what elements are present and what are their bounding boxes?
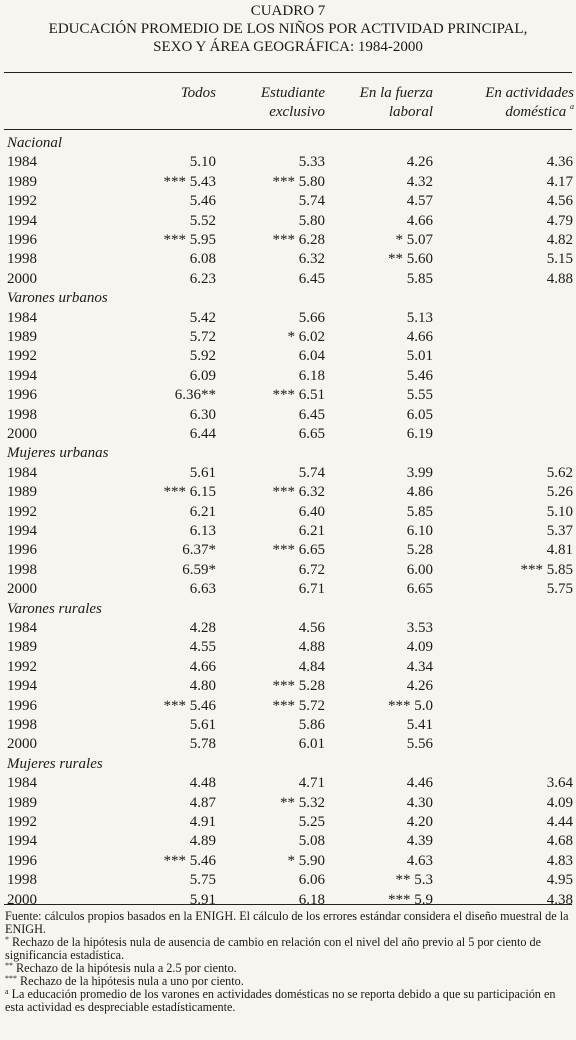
footnote-a-marker: a [570, 102, 574, 111]
cell-actividades-domestica: 4.36 [546, 154, 573, 171]
cell-actividades-domestica: 5.62 [546, 464, 573, 481]
cell-fuerza-laboral: *** 5.0 [388, 697, 433, 714]
cell-actividades-domestica: 4.56 [546, 193, 573, 210]
cell-fuerza-laboral: 4.57 [406, 193, 433, 210]
cell-todos: *** 5.46 [163, 697, 216, 714]
year-cell: 1984 [7, 620, 37, 636]
cell-estudiante-exclusivo: 6.45 [298, 270, 325, 287]
cell-todos: 6.23 [189, 270, 216, 287]
cell-fuerza-laboral: 3.99 [406, 464, 433, 481]
cell-fuerza-laboral: 5.13 [406, 309, 433, 326]
table-row [0, 250, 576, 269]
table-row [0, 774, 576, 793]
table-row [0, 735, 576, 754]
cell-estudiante-exclusivo: *** 6.28 [272, 232, 325, 248]
footnote-a: $^a$ La educación promedio de los varones en actividades domésticas no se reporta debido a que su participación en esta actividad es despreciable estadísticamente. [5, 987, 556, 1014]
year-cell: 2000 [7, 426, 37, 442]
table-title [0, 0, 576, 56]
cell-actividades-domestica: 5.15 [546, 251, 573, 268]
cell-estudiante-exclusivo: * 5.90 [287, 852, 325, 869]
cell-estudiante-exclusivo: 4.56 [298, 620, 325, 636]
year-cell: 1992 [7, 814, 37, 830]
cell-todos: 6.30 [189, 406, 216, 423]
cell-estudiante-exclusivo: 5.74 [298, 464, 325, 481]
year-cell: 1994 [7, 833, 37, 850]
bottom-rule [4, 904, 572, 905]
cell-fuerza-laboral: 4.30 [406, 794, 433, 811]
footnote-1: * Rechazo de la hipótesis nula de ausencia de cambio en relación con el nivel del año previo al 5 por ciento de significancia estadística. [5, 935, 541, 962]
header-fuerza-laboral: En la fuerza laboral [359, 85, 433, 120]
cell-todos: 5.75 [189, 872, 216, 889]
year-cell: 1984 [7, 309, 37, 326]
cell-fuerza-laboral: 4.86 [406, 484, 433, 501]
year-cell: 1998 [7, 717, 37, 733]
cell-todos: 6.21 [189, 503, 216, 520]
table-title-line-1: EDUCACIÓN PROMEDIO DE LOS NIÑOS POR ACTIVIDAD PRINCIPAL, [48, 21, 528, 37]
cell-estudiante-exclusivo: 5.25 [298, 814, 325, 830]
year-cell: 2000 [7, 581, 37, 598]
cell-fuerza-laboral: 4.32 [406, 173, 433, 190]
year-cell: 1992 [7, 503, 37, 520]
cell-fuerza-laboral: 5.46 [406, 367, 433, 384]
cell-todos: 4.55 [189, 639, 216, 656]
cell-todos: 5.46 [189, 193, 216, 210]
cell-actividades-domestica: 4.68 [546, 833, 573, 850]
year-cell: 1992 [7, 658, 37, 675]
cell-estudiante-exclusivo: 4.88 [298, 639, 325, 656]
table-row [0, 871, 576, 890]
year-cell: 1996 [7, 697, 37, 714]
cell-fuerza-laboral: 6.05 [406, 406, 433, 423]
table-row [0, 697, 576, 716]
cell-fuerza-laboral: 6.00 [406, 561, 433, 578]
cell-estudiante-exclusivo: *** 5.72 [272, 697, 325, 714]
cell-todos: 5.10 [189, 154, 216, 171]
footnote-2: ** Rechazo de la hipótesis nula a 2.5 por ciento. [5, 961, 237, 975]
cell-estudiante-exclusivo: *** 6.32 [272, 484, 325, 501]
section-heading: Varones urbanos [7, 290, 108, 307]
cell-todos: 5.92 [189, 348, 216, 365]
year-cell: 1994 [7, 678, 37, 695]
cell-todos: 6.59* [182, 561, 216, 578]
table-row [0, 328, 576, 347]
cell-fuerza-laboral: 5.85 [406, 503, 433, 520]
cell-todos: 4.28 [189, 620, 216, 636]
table-row [0, 270, 576, 289]
cell-todos: 6.63 [189, 581, 216, 598]
cell-todos: 6.09 [189, 367, 216, 384]
cell-actividades-domestica: 4.88 [546, 270, 573, 287]
header-rule [4, 129, 572, 130]
table-number: CUADRO 7 [250, 3, 326, 19]
table-row [0, 716, 576, 735]
cell-todos: *** 6.15 [163, 484, 216, 501]
year-cell: 2000 [7, 270, 37, 287]
section-heading: Mujeres rurales [7, 755, 103, 772]
footnotes [5, 910, 571, 1014]
cell-estudiante-exclusivo: 6.18 [298, 891, 325, 908]
year-cell: 1992 [7, 193, 37, 210]
cell-estudiante-exclusivo: *** 6.51 [272, 387, 325, 404]
cell-todos: 5.78 [189, 736, 216, 753]
table-row [0, 192, 576, 211]
year-cell: 1994 [7, 212, 37, 229]
table-row [0, 386, 576, 405]
cell-actividades-domestica: 4.81 [546, 542, 573, 559]
cell-estudiante-exclusivo: 5.66 [298, 309, 325, 326]
cell-fuerza-laboral: *** 5.9 [388, 891, 433, 908]
cell-todos: 5.42 [189, 309, 216, 326]
table-row [0, 406, 576, 425]
table-row [0, 173, 576, 192]
table-row [0, 153, 576, 172]
cell-fuerza-laboral: 5.28 [406, 542, 433, 559]
cell-fuerza-laboral: * 5.07 [395, 232, 433, 248]
cell-todos: 4.80 [189, 678, 216, 695]
table-row [0, 619, 576, 638]
cell-todos: 5.91 [189, 891, 216, 908]
cell-todos: 4.87 [189, 794, 216, 811]
cell-actividades-domestica: 4.09 [546, 794, 573, 811]
cell-estudiante-exclusivo: 6.21 [298, 523, 325, 539]
cell-estudiante-exclusivo: 6.40 [298, 503, 325, 520]
cell-todos: 5.61 [189, 464, 216, 481]
cell-todos: 4.89 [189, 833, 216, 850]
cell-estudiante-exclusivo: 5.33 [298, 154, 325, 171]
cell-actividades-domestica: 4.83 [546, 852, 573, 869]
table-row [0, 638, 576, 657]
cell-fuerza-laboral: 4.66 [406, 212, 433, 229]
table-row [0, 309, 576, 328]
cell-todos: *** 5.95 [163, 232, 216, 248]
table-row [0, 212, 576, 231]
cell-fuerza-laboral: 4.20 [406, 814, 433, 830]
cell-estudiante-exclusivo: * 6.02 [287, 329, 325, 345]
cell-estudiante-exclusivo: 6.04 [298, 348, 325, 365]
table-row [0, 231, 576, 250]
cell-todos: *** 5.46 [163, 852, 216, 869]
year-cell: 2000 [7, 736, 37, 753]
year-cell: 1989 [7, 329, 37, 345]
table-row [0, 813, 576, 832]
cell-fuerza-laboral: ** 5.3 [395, 872, 433, 889]
cell-todos: 6.44 [189, 426, 216, 442]
cell-fuerza-laboral: 4.26 [406, 678, 433, 695]
year-cell: 1984 [7, 775, 37, 792]
cell-estudiante-exclusivo: 6.65 [298, 426, 325, 442]
cell-actividades-domestica: 5.26 [546, 484, 573, 501]
table-row [0, 832, 576, 851]
cell-fuerza-laboral: 4.66 [406, 329, 433, 345]
year-cell: 1992 [7, 348, 37, 365]
table-row [0, 580, 576, 599]
cell-todos: 4.66 [189, 658, 216, 675]
year-cell: 1996 [7, 542, 37, 559]
cell-todos: 5.72 [189, 329, 216, 345]
year-cell: 1998 [7, 872, 37, 889]
year-cell: 1984 [7, 154, 37, 171]
cell-fuerza-laboral: ** 5.60 [388, 251, 433, 268]
cell-estudiante-exclusivo: 5.08 [298, 833, 325, 850]
cell-estudiante-exclusivo: 6.32 [298, 251, 325, 268]
cell-fuerza-laboral: 6.10 [406, 523, 433, 539]
cell-actividades-domestica: 3.64 [546, 775, 573, 792]
cell-estudiante-exclusivo: 6.18 [298, 367, 325, 384]
year-cell: 2000 [7, 891, 37, 908]
table-row [0, 658, 576, 677]
cell-estudiante-exclusivo: *** 5.80 [272, 173, 325, 190]
header-todos: Todos [180, 85, 216, 101]
cell-estudiante-exclusivo: 4.71 [298, 775, 325, 792]
cell-actividades-domestica: 4.44 [546, 814, 573, 830]
cell-estudiante-exclusivo: 6.45 [298, 406, 325, 423]
cell-fuerza-laboral: 5.85 [406, 270, 433, 287]
table-row [0, 677, 576, 696]
cell-estudiante-exclusivo: *** 6.65 [272, 542, 325, 559]
cell-actividades-domestica: 5.37 [546, 523, 573, 539]
cell-fuerza-laboral: 5.56 [406, 736, 433, 753]
table-row [0, 483, 576, 502]
cell-estudiante-exclusivo: 6.06 [298, 872, 325, 889]
cell-actividades-domestica: 4.17 [546, 173, 573, 190]
table-row [0, 541, 576, 560]
cell-estudiante-exclusivo: 5.80 [298, 212, 325, 229]
cell-estudiante-exclusivo: 6.01 [298, 736, 325, 753]
cell-fuerza-laboral: 4.26 [406, 154, 433, 171]
cell-estudiante-exclusivo: ** 5.32 [280, 794, 325, 811]
table-row [0, 522, 576, 541]
cell-todos: *** 5.43 [163, 173, 216, 190]
cell-todos: 6.08 [189, 251, 216, 268]
table-title-line-2: SEXO Y ÁREA GEOGRÁFICA: 1984-2000 [153, 39, 423, 55]
year-cell: 1989 [7, 639, 37, 656]
cell-estudiante-exclusivo: 5.74 [298, 193, 325, 210]
cell-actividades-domestica: 5.10 [546, 503, 573, 520]
table-row [0, 464, 576, 483]
cell-estudiante-exclusivo: 5.86 [298, 717, 325, 733]
table-row [0, 852, 576, 871]
year-cell: 1998 [7, 406, 37, 423]
cell-todos: 4.91 [189, 814, 216, 830]
cell-fuerza-laboral: 5.41 [406, 717, 433, 733]
year-cell: 1996 [7, 852, 37, 869]
year-cell: 1989 [7, 484, 37, 501]
year-cell: 1994 [7, 523, 37, 539]
cell-fuerza-laboral: 5.55 [406, 387, 433, 404]
cell-todos: 6.37* [182, 542, 216, 559]
cell-estudiante-exclusivo: 6.72 [298, 561, 325, 578]
top-rule [4, 72, 572, 73]
cell-actividades-domestica: 4.38 [546, 891, 573, 908]
section-heading: Mujeres urbanas [7, 445, 109, 462]
cell-fuerza-laboral: 6.19 [406, 426, 433, 442]
section-heading: Varones rurales [7, 600, 102, 617]
cell-actividades-domestica: 4.95 [546, 872, 573, 889]
cell-todos: 6.36** [174, 387, 216, 404]
cell-estudiante-exclusivo: 6.71 [298, 581, 325, 598]
table-row [0, 367, 576, 386]
section-heading: Nacional [7, 135, 62, 151]
cell-fuerza-laboral: 5.01 [406, 348, 433, 365]
cell-fuerza-laboral: 4.39 [406, 833, 433, 850]
cell-fuerza-laboral: 4.63 [406, 852, 433, 869]
year-cell: 1989 [7, 794, 37, 811]
cell-actividades-domestica: 4.82 [546, 232, 573, 248]
cell-actividades-domestica: 4.79 [546, 212, 573, 229]
table-row [0, 425, 576, 444]
cell-estudiante-exclusivo: 4.84 [298, 658, 325, 675]
table-row [0, 503, 576, 522]
year-cell: 1994 [7, 367, 37, 384]
table-row [0, 794, 576, 813]
cell-todos: 4.48 [189, 775, 216, 792]
cell-fuerza-laboral: 4.09 [406, 639, 433, 656]
header-actividades-domestica: En actividades doméstica $^a$ [485, 85, 574, 120]
cell-fuerza-laboral: 3.53 [406, 620, 433, 636]
cell-fuerza-laboral: 4.46 [406, 775, 433, 792]
year-cell: 1989 [7, 173, 37, 190]
cell-actividades-domestica: *** 5.85 [520, 561, 573, 578]
cell-todos: 6.13 [189, 523, 216, 539]
table-row [0, 891, 576, 910]
cell-todos: 5.52 [189, 212, 216, 229]
header-estudiante-exclusivo: Estudiante exclusivo [260, 85, 325, 120]
table-row [0, 561, 576, 580]
cell-actividades-domestica: 5.75 [546, 581, 573, 598]
cell-fuerza-laboral: 6.65 [406, 581, 433, 598]
cell-fuerza-laboral: 4.34 [406, 658, 433, 675]
year-cell: 1996 [7, 387, 37, 404]
footnote-source: Fuente: cálculos propios basados en la ENIGH. El cálculo de los errores estándar considera el diseño muestral de la ENIGH. [5, 909, 569, 936]
cell-estudiante-exclusivo: *** 5.28 [272, 678, 325, 695]
year-cell: 1996 [7, 232, 37, 248]
table-row [0, 347, 576, 366]
year-cell: 1998 [7, 251, 37, 268]
year-cell: 1998 [7, 561, 37, 578]
year-cell: 1984 [7, 464, 37, 481]
cell-todos: 5.61 [189, 717, 216, 733]
footnote-3: *** Rechazo de la hipótesis nula a uno por ciento. [5, 974, 244, 988]
